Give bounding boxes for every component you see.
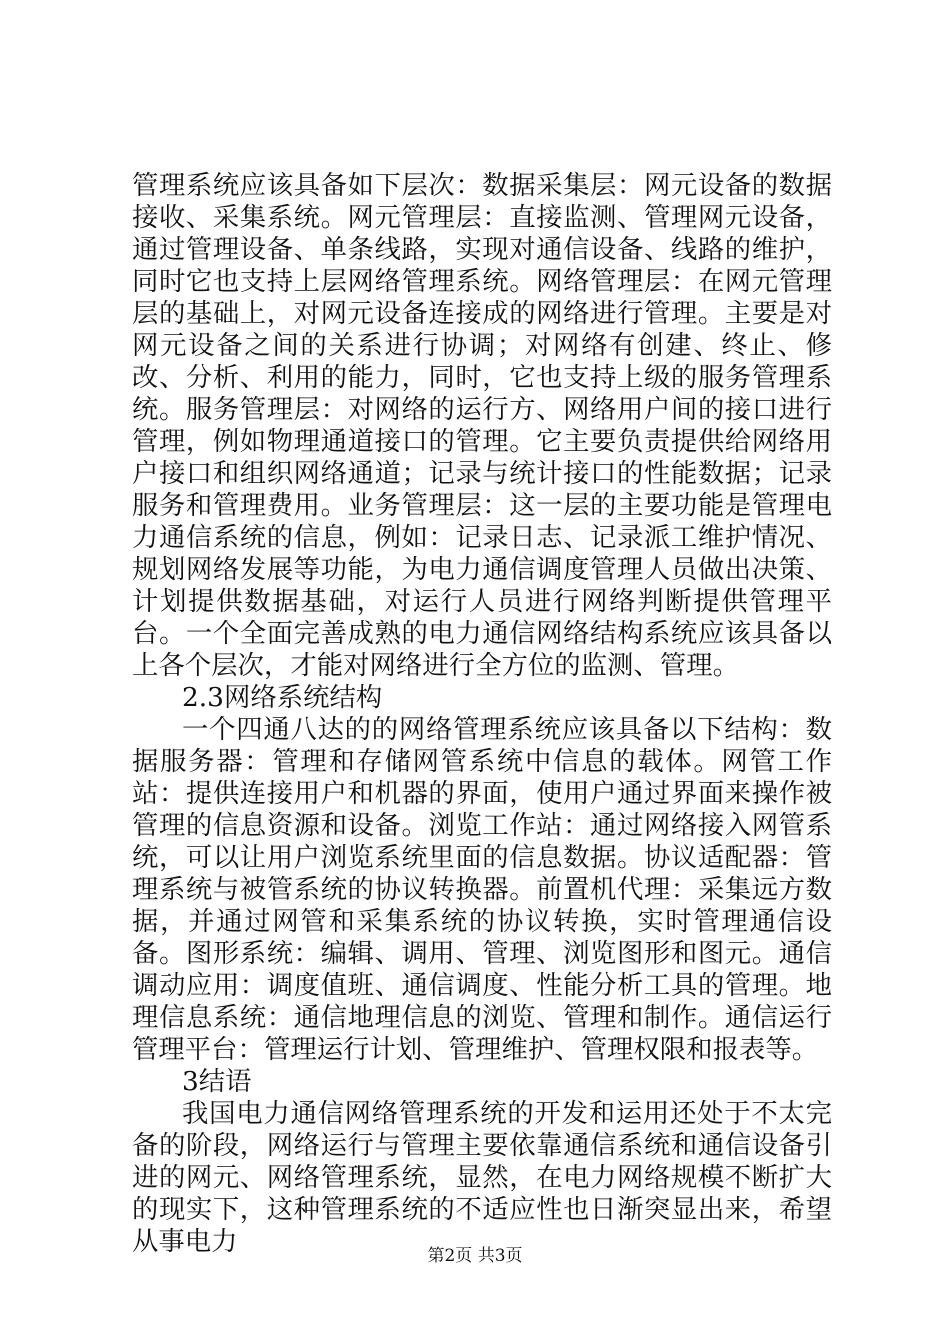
section-heading-2-3: 2.3网络系统结构	[182, 682, 383, 713]
paragraph-network-layers: 管理系统应该具备如下层次：数据采集层：网元设备的数据接收、采集系统。网元管理层：直接监测、管理网元设备，通过管理设备、单条线路，实现对通信设备、线路的维护，同时它也支持上层网络管理系统。网络管理层：在网元管理层的基础上，对网元设备连接成的网络进行管理。主要是对网元设备之间的关系进行协调；对网络有创建、终止、修改、分析、利用的能力，同时，它也支持上级的服务管理系统。服务管理层：对网络的运行方、网络用户间的接口进行管理，例如物理通道接口的管理。它主要负责提供给网络用户接口和组织网络通道；记录与统计接口的性能数据；记录服务和管理费用。业务管理层：这一层的主要功能是管理电力通信系统的信息，例如：记录日志、记录派工维护情况、规划网络发展等功能，为电力通信调度管理人员做出决策、计划提供数据基础，对运行人员进行网络判断提供管理平台。一个全面完善成熟的电力通信网络结构系统应该具备以上各个层次，才能对网络进行全方位的监测、管理。	[132, 170, 832, 681]
section-heading-3: 3结语	[182, 1066, 252, 1097]
paragraph-conclusion: 我国电力通信网络管理系统的开发和运用还处于不太完备的阶段，网络运行与管理主要依靠通信系统和通信设备引进的网元、网络管理系统，显然，在电力网络规模不断扩大的现实下，这种管理系统的不适应性也日渐突显出来，希望从事电力	[132, 1098, 832, 1257]
page-footer: 第2页 共3页	[427, 1246, 523, 1266]
document-body	[132, 170, 832, 1258]
paragraph-network-structure: 一个四通八达的的网络管理系统应该具备以下结构：数据服务器：管理和存储网管系统中信息的载体。网管工作站：提供连接用户和机器的界面，使用户通过界面来操作被管理的信息资源和设备。浏览工作站：通过网络接入网管系统，可以让用户浏览系统里面的信息数据。协议适配器：管理系统与被管系统的协议转换器。前置机代理：采集远方数据，并通过网管和采集系统的协议转换，实时管理通信设备。图形系统：编辑、调用、管理、浏览图形和图元。通信调动应用：调度值班、通信调度、性能分析工具的管理。地理信息系统：通信地理信息的浏览、管理和制作。通信运行管理平台：管理运行计划、管理维护、管理权限和报表等。	[132, 714, 832, 1065]
